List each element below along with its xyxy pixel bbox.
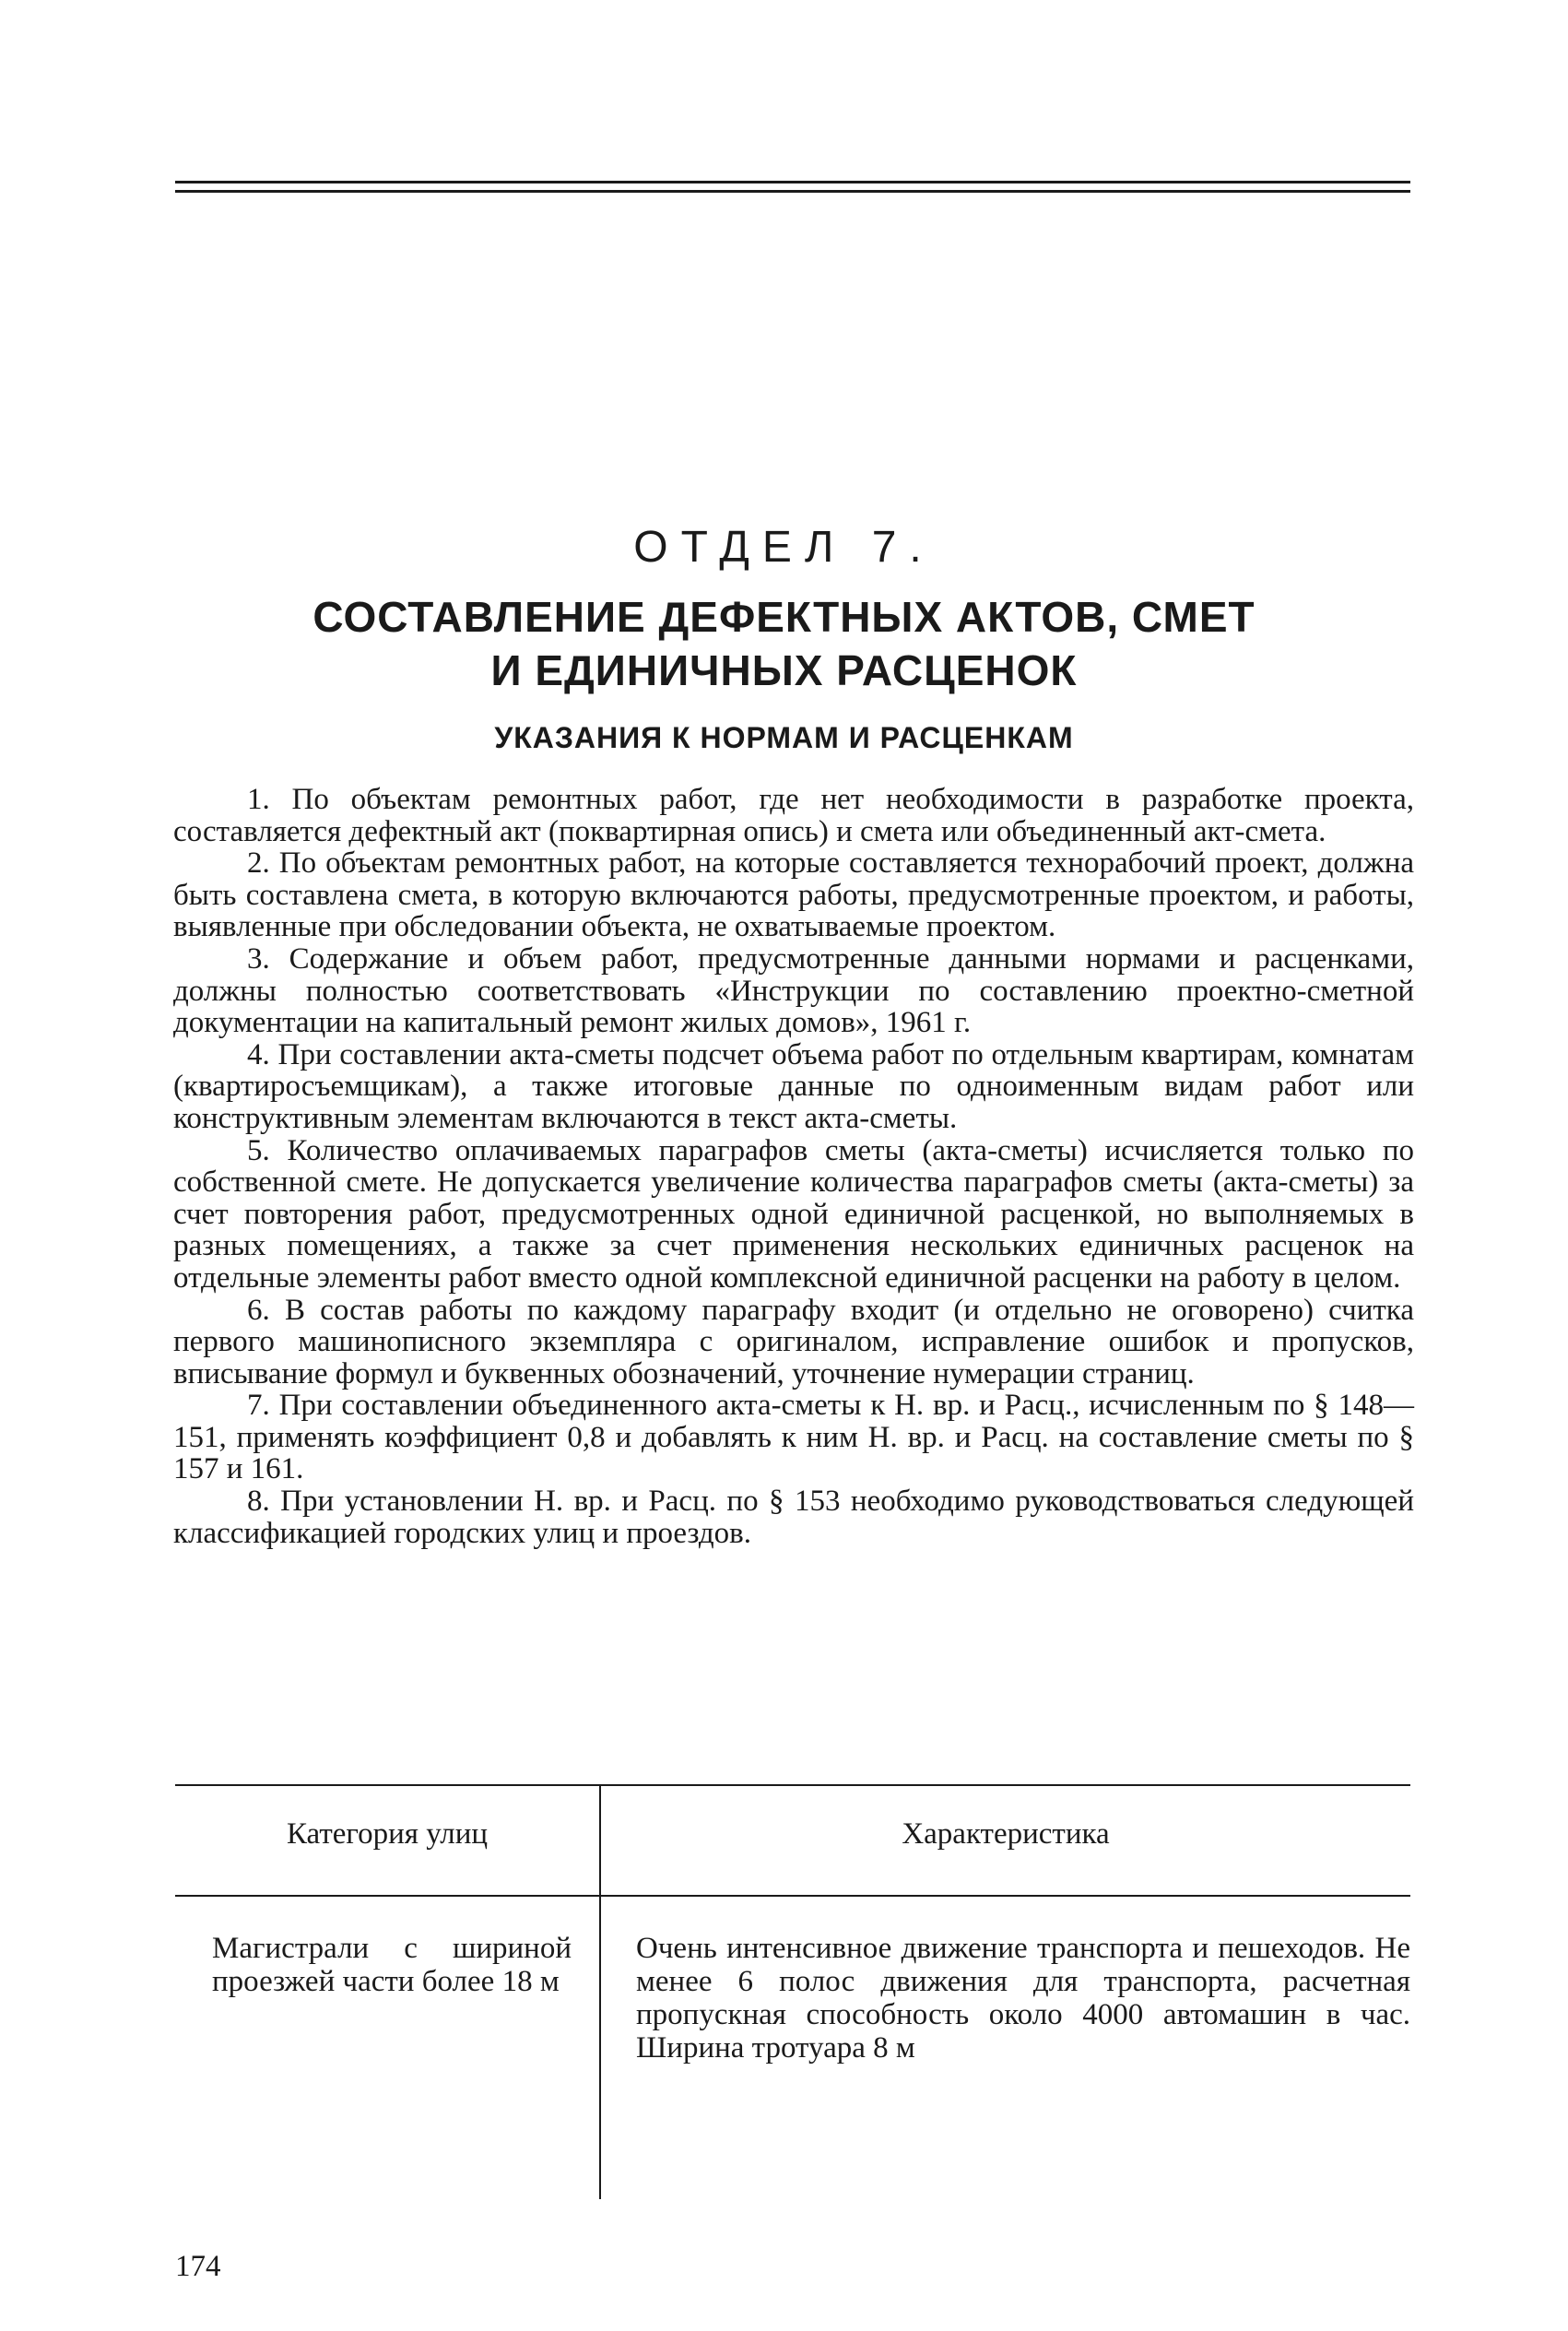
table-top-rule (175, 1784, 1410, 1786)
page-title (0, 590, 1568, 697)
paragraph-7: 7. При составлении объединенного акта-сметы к Н. вр. и Расц., исчисленным по § 148—151, применять коэффициент 0,8 и добавлять к ним Н. вр. и Расц. на составление сметы по § 157 и 161. (173, 1389, 1414, 1486)
paragraph-6: 6. В состав работы по каждому параграфу входит (и отдельно не оговорено) считка первого машинописного экземпляра с оригиналом, исправление ошибок и пропусков, вписывание формул и буквенных обозначений, уточнение нумерации страниц. (173, 1293, 1414, 1390)
street-classification-table (175, 1784, 1410, 2199)
top-rule-secondary (175, 190, 1410, 193)
table-cell-category: Магистрали с шириной проезжей части более 18 м (212, 1932, 572, 1998)
top-rule (175, 181, 1410, 183)
table-header-category: Категория улиц (286, 1817, 489, 1851)
table-header-rule (175, 1895, 1410, 1897)
paragraph-4: 4. При составлении акта-сметы подсчет объема работ по отдельным квартирам, комнатам (квартиросъемщикам), а также итоговые данные по одноименным видам работ или конструктивным элементам включаются в текст акта-сметы. (173, 1037, 1414, 1135)
title-line-1: СОСТАВЛЕНИЕ ДЕФЕКТНЫХ АКТОВ, СМЕТ (312, 593, 1256, 641)
paragraph-1: 1. По объектам ремонтных работ, где нет необходимости в разработке проекта, составляется дефектный акт (поквартирная опись) и смета или объединенный акт-смета. (173, 783, 1414, 848)
instructions-body (173, 784, 1414, 1549)
paragraph-2: 2. По объектам ремонтных работ, на которые составляется технорабочий проект, должна быть составлена смета, в которую включаются работы, предусмотренные проектом, и работы, выявленные при обследовании объекта, не охватываемые проектом. (173, 846, 1414, 944)
paragraph-5: 5. Количество оплачиваемых параграфов сметы (акта-сметы) исчисляется только по собственной смете. Не допускается увеличение количества параграфов сметы (акта-сметы) за счет повторения работ, предусмотренных одной единичной расценкой, но выполняемых в разных помещениях, а также за счет применения нескольких единичных расценок на отдельные элементы работ вместо одной комплексной единичной расценки на работу в целом. (173, 1133, 1414, 1295)
page-subtitle: УКАЗАНИЯ К НОРМАМ И РАСЦЕНКАМ (494, 721, 1074, 754)
table-header-characteristic: Характеристика (902, 1817, 1110, 1851)
page-number: 174 (175, 2250, 221, 2283)
table-cell-characteristic: Очень интенсивное движение транспорта и пешеходов. Не менее 6 полос движения для транспорта, расчетная пропускная способность около 4000 автомашин в час. Ширина тротуара 8 м (636, 1932, 1410, 2065)
paragraph-8: 8. При установлении Н. вр. и Расц. по § 153 необходимо руководствоваться следующей классификацией городских улиц и проездов. (173, 1485, 1414, 1550)
paragraph-3: 3. Содержание и объем работ, предусмотренные данными нормами и расценками, должны полностью соответствовать «Инструкции по составлению проектно-сметной документации на капитальный ремонт жилых домов», 1961 г. (173, 941, 1414, 1040)
section-label: ОТДЕЛ 7. (633, 523, 935, 572)
title-line-2: И ЕДИНИЧНЫХ РАСЦЕНОК (490, 646, 1078, 694)
